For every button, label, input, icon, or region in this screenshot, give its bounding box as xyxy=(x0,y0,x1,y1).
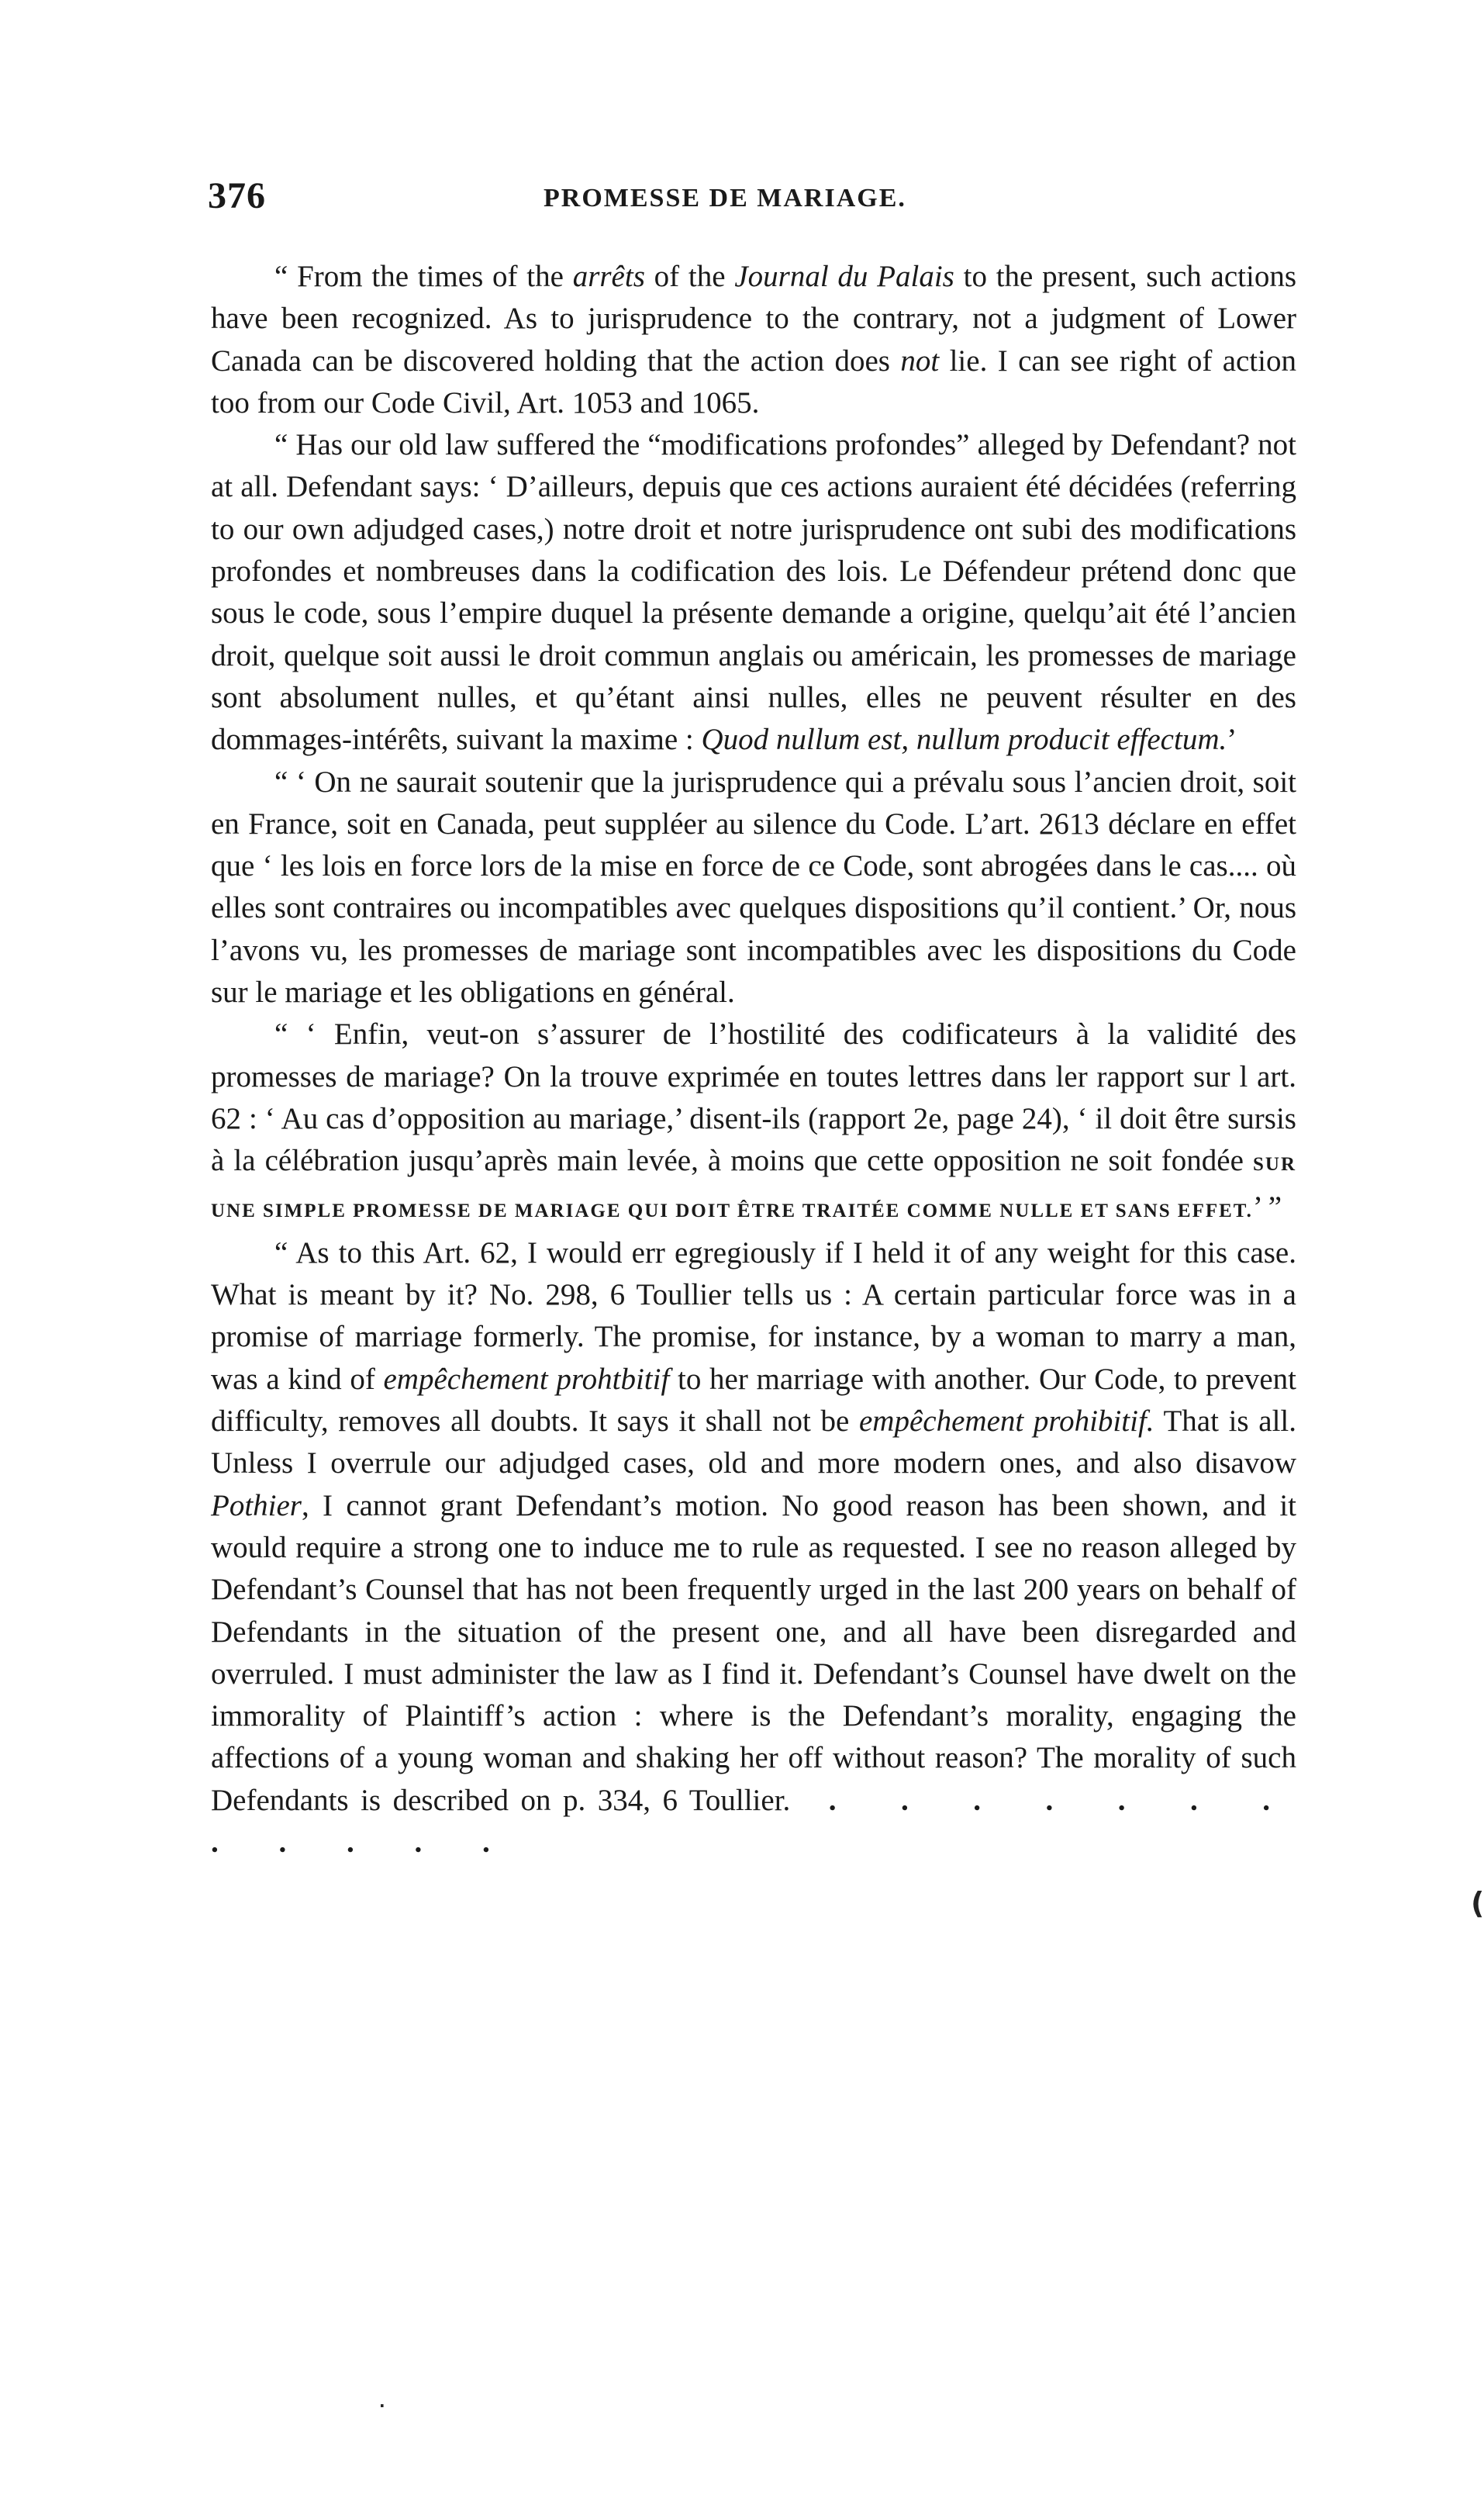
stray-dot-mark: . xyxy=(379,2392,385,2411)
page-header xyxy=(208,174,1293,237)
text-run: , I cannot grant Defendant’s motion. No good reason has been shown, and it would require a strong one to induce me to rule as requested. I see no reason alleged by Defendant’s Counsel that has not been frequently urged in the last 200 years on behalf of Defendants in the situation of the present one, and all have been disregarded and overruled. I must administer the law as I find it. Defendant’s Counsel have dwelt on the immorality of Plaintiff’s action : where is the Defendant’s morality, engaging the affections of a young woman and shaking her off without reason? The morality of such Defendants is described on p. 334, 6 Toullier. xyxy=(211,1488,1296,1817)
text-run: “ ‘ Enfin, veut-on s’assurer de l’hostilité des codificateurs à la validité des promesses de mariage? On la trouve exprimée en toutes lettres dans ler rapport sur l art. 62 : ‘ Au cas d’opposition au mariage,’ disent-ils (rapport 2e, page 24), ‘ il doit être sursis à la célébration jusqu’après main levée, à moins que cette opposition ne soit fondée xyxy=(211,1017,1296,1178)
text-run: lie. I can see right of action too from our Code Civil, Art. 1053 and 1065. xyxy=(211,344,1296,420)
paragraph xyxy=(211,1014,1296,1232)
paragraph xyxy=(211,762,1296,1014)
paragraph xyxy=(211,424,1296,761)
text-run: ’ ” xyxy=(1252,1190,1282,1224)
paragraph xyxy=(211,256,1296,424)
paragraph xyxy=(211,1232,1296,1864)
text-run: to her marriage with another. Our Code, to prevent difficulty, removes all doubts. It says it shall not be xyxy=(211,1362,1296,1439)
text-run: ’ xyxy=(1227,723,1237,757)
margin-bracket-mark: ( xyxy=(1471,1886,1484,1920)
text-run: “ ‘ On ne saurait soutenir que la jurisprudence qui a prévalu sous l’ancien droit, soit en France, soit en Canada, peut suppléer au silence du Code. L’art. 2613 déclare en effet que ‘ les lois en force lors de la mise en force de ce Code, sont abrogées dans le cas.... où elles sont contraires ou incompatibles avec quelques dispositions qu’il contient.’ Or, nous l’avons vu, les promesses de mariage sont incompatibles avec les dispositions du Code sur le mariage et les obligations en général. xyxy=(211,765,1296,1010)
text-run: “ As to this Art. 62, I would err egregiously if I held it of any weight for this case. What is meant by it? No. 298, 6 Toullier tells us : A certain particular force was in a promise of marriage formerly. The promise, for instance, by a woman to marry a man, was a kind of xyxy=(211,1235,1296,1396)
body-text xyxy=(211,256,1296,1864)
text-run: of the xyxy=(644,260,735,293)
small-caps-run: SUR UNE SIMPLE PROMESSE DE MARIAGE QUI DOIT ÊTRE TRAITÉE COMME NULLE ET SANS EFFET. xyxy=(211,1154,1296,1221)
italic-run: not xyxy=(900,344,940,378)
italic-run: arrêts xyxy=(572,260,645,293)
text-run: “ From the times of the xyxy=(274,260,573,293)
page-number: 376 xyxy=(208,175,266,216)
dot-leaders: . . . . . . . . . . . . xyxy=(211,1783,1296,1859)
italic-run: Journal du Palais xyxy=(734,260,954,293)
running-head: PROMESSE DE MARIAGE. xyxy=(544,184,906,212)
italic-run: Quod nullum est, nullum producit effectum. xyxy=(701,723,1227,757)
text-run: That is all. Unless I overrule our adjudged cases, old and more modern ones, and also disavow xyxy=(211,1404,1296,1480)
italic-run: Pothier xyxy=(211,1488,302,1522)
text-run: to the present, such actions have been recognized. As to jurisprudence to the contrary, not a judgment of Lower Canada can be discovered holding that the action does xyxy=(211,260,1296,378)
italic-run: empêchement prohibitif. xyxy=(859,1404,1154,1439)
italic-run: empêchement prohtbitif xyxy=(383,1362,670,1396)
text-run: “ Has our old law suffered the “modifications profondes” alleged by Defendant? not at all. Defendant says: ‘ D’ailleurs, depuis que ces actions auraient été décidées (referring to our own adjudged cases,) notre droit et notre jurisprudence ont subi des modifications profondes et nombreuses dans la codification des lois. Le Défendeur prétend donc que sous le code, sous l’empire duquel la présente demande a origine, quelqu’ait été l’ancien droit, quelque soit aussi le droit commun anglais ou américain, les promesses de mariage sont absolument nulles, et qu’étant ainsi nulles, elles ne peuvent résulter en des dommages-intérêts, suivant la maxime : xyxy=(211,428,1296,757)
